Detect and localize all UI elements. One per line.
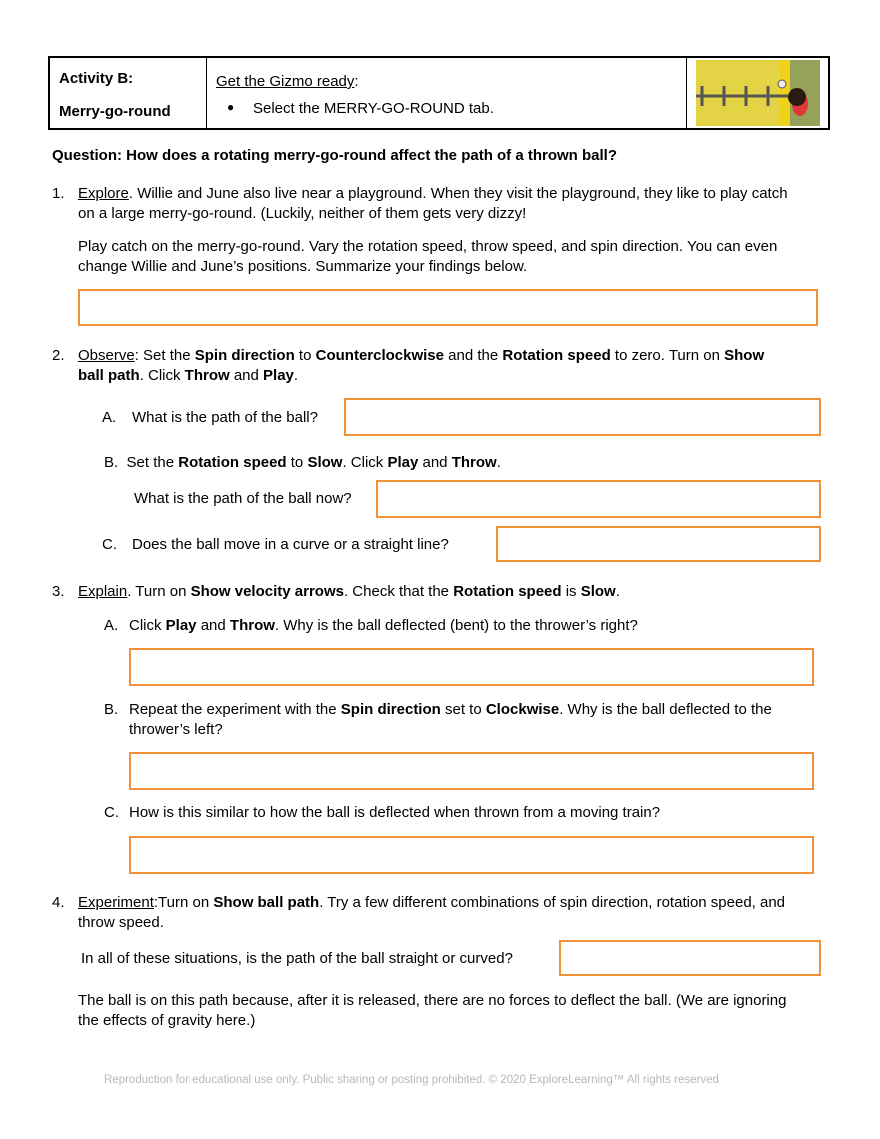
q4-question: In all of these situations, is the path of the ball straight or curved?: [81, 950, 513, 967]
q3c-text: How is this similar to how the ball is deflected when thrown from a moving train?: [129, 804, 661, 821]
q3b-answer-box[interactable]: [129, 752, 814, 790]
q3b-label: B.: [104, 701, 119, 718]
merry-go-round-thumbnail-icon: [696, 60, 820, 126]
q2a-text: What is the path of the ball?: [132, 409, 318, 426]
activity-cell: [50, 58, 207, 128]
gizmo-ready-cell: [207, 58, 687, 128]
q3c-answer-box[interactable]: [129, 836, 814, 874]
q2c-answer-box[interactable]: [496, 526, 821, 562]
q2a-label: A.: [102, 409, 117, 426]
q2c-label: C.: [102, 536, 117, 553]
q4-line2: throw speed.: [78, 914, 164, 931]
q1-line4: change Willie and June’s positions. Summarize your findings below.: [78, 258, 528, 275]
q1-line1: Explore. Willie and June also live near a playground. When they visit the playground, they like to play catch: [78, 185, 788, 202]
q4-line1: Experiment:Turn on Show ball path. Try a few different combinations of spin direction, rotation speed, and: [78, 894, 786, 911]
q4-number: 4.: [52, 894, 65, 911]
q1-number: 1.: [52, 185, 65, 202]
q1-line2: on a large merry-go-round. (Luckily, neither of them gets very dizzy!: [78, 205, 527, 222]
footer-copyright: Reproduction for educational use only. Public sharing or posting prohibited. © 2020 ExploreLearning™ All rights reserved: [104, 1074, 719, 1086]
q3a-answer-box[interactable]: [129, 648, 814, 686]
q3c-label: C.: [104, 804, 119, 821]
q3b-line2: thrower’s left?: [129, 721, 223, 738]
main-question: Question: How does a rotating merry-go-round affect the path of a thrown ball?: [52, 147, 618, 164]
q2b-line: B. Set the Rotation speed to Slow. Click Play and Throw.: [104, 454, 501, 471]
gizmo-thumbnail-cell: [687, 58, 828, 128]
activity-name: Merry-go-round: [59, 103, 171, 120]
bullet-icon: ●: [227, 100, 235, 114]
q2b-question: What is the path of the ball now?: [134, 490, 352, 507]
q3a-text: Click Play and Throw. Why is the ball deflected (bent) to the thrower’s right?: [129, 617, 638, 634]
q2-line1: Observe: Set the Spin direction to Counterclockwise and the Rotation speed to zero. Turn on Show: [78, 347, 765, 364]
q3b-line1: Repeat the experiment with the Spin direction set to Clockwise. Why is the ball deflected to the: [129, 701, 772, 718]
q4-para-line1: The ball is on this path because, after it is released, there are no forces to deflect the ball. (We are ignoring: [78, 992, 787, 1009]
q3a-label: A.: [104, 617, 119, 634]
q4-answer-box[interactable]: [559, 940, 821, 976]
q4-para-line2: the effects of gravity here.): [78, 1012, 256, 1029]
q1-line3: Play catch on the merry-go-round. Vary the rotation speed, throw speed, and spin direction. You can even: [78, 238, 778, 255]
q1-answer-box[interactable]: [78, 289, 818, 326]
gizmo-instruction: Select the MERRY-GO-ROUND tab.: [253, 100, 494, 117]
q3-number: 3.: [52, 583, 65, 600]
q2-line2: ball path. Click Throw and Play.: [78, 367, 299, 384]
q2a-answer-box[interactable]: [344, 398, 821, 436]
q2c-text: Does the ball move in a curve or a straight line?: [132, 536, 449, 553]
activity-header-table: [48, 56, 830, 130]
activity-label: Activity B:: [59, 70, 134, 87]
q2-number: 2.: [52, 347, 65, 364]
gizmo-ready-heading: Get the Gizmo ready:: [216, 73, 359, 90]
q3-line1: Explain. Turn on Show velocity arrows. Check that the Rotation speed is Slow.: [78, 583, 620, 600]
q2b-answer-box[interactable]: [376, 480, 821, 518]
